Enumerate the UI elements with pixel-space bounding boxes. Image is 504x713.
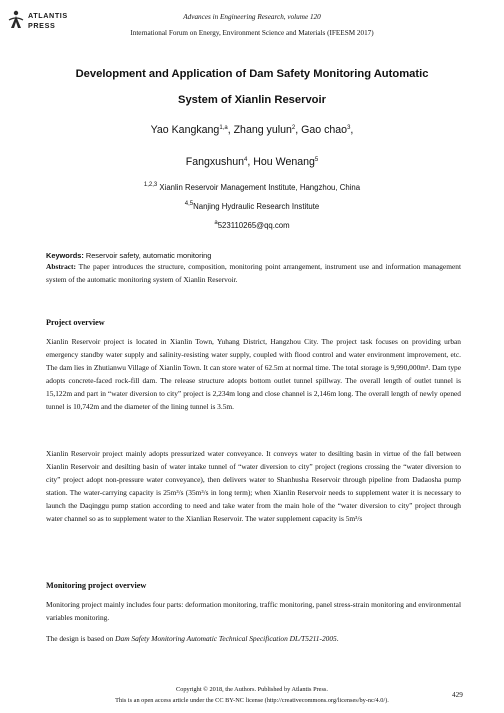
paragraph-4-lead: The design is based on [46,634,116,643]
email-address[interactable]: 523110265@qq.com [217,221,290,230]
author-affiliation-mark: 3 [347,125,351,131]
author-affiliation-mark: 1,a [219,125,228,131]
paragraph-3: Monitoring project mainly includes four parts: deformation monitoring, traffic monitoring, panel stress-strain monitoring and environmental variables monitoring. [46,600,461,622]
license-notice: This is an open access article under the CC BY-NC license (http://creativecommons.org/licenses/by-nc/4.0/). [115,697,389,704]
paragraph-2: Xianlin Reservoir project mainly adopts pressurized water conveyance. It conveys water to desilting basin in virtue of the fall between Xianlin Reservoir and desilting basin of water intake tunnel of “water diversion to city” project (regions crossing the “water diversion to city” project adopt non-pressure water conveyance), then delivers water to Shanhusha Reservoir through pipeline from Dadaosha pump station. The water-carrying capacity is 25m³/s (35m³/s in long term); when Xianlin Reservoir needs to supplement water it is necessary to launch the Daqinggu pump station according to need and take water from the main hole of the “water diversion to city” project through water channel so as to supplement water to the Xianlian Reservoir. The water supplement capacity is 5m³/s [46,449,461,523]
abstract [46,260,461,286]
section-heading-project-overview: Project overview [46,318,105,327]
email-mark: a [214,220,218,226]
author-separator: , [295,124,302,136]
affiliation-mark: 4,5 [184,201,194,207]
affiliation-text: Nanjing Hydraulic Research Institute [193,202,320,211]
affiliation-mark: 1,2,3 [143,182,158,188]
author-name: Yao Kangkang [150,124,220,136]
authors-line1 [0,124,504,136]
section-heading-monitoring-overview: Monitoring project overview [46,581,147,590]
page-number: 429 [452,691,463,699]
paper-title-line2: System of Xianlin Reservoir [178,94,326,106]
author-separator: , [247,156,254,168]
author-affiliation-mark: 2 [291,125,296,131]
abstract-label: Abstract: [46,262,76,271]
author-name: Zhang yulun [233,124,292,136]
paragraph-1: Xianlin Reservoir project is located in Xianlin Town, Yuhang District, Hangzhou City. The project task focuses on providing urban emergency standby water supply and salinity-resisting water supply, coupled with flood control and water environment improvement, etc. The dam lies in Zhutianwu Village of Xianlin Town. It can store water of 62.5m at normal time. The total storage is 9,990,000m³. Dam type adopts concrete-faced rock-fill dam. The release structure adopts bottom outlet tunnel spillway. The overall length of outlet tunnel is 15,122m and part in “water diversion to city” project is 2,234m long and close channel is 2,146m long. The overall length of newly opened tunnel is 10,742m and the diameter of the lining tunnel is 3.5m. [46,337,461,411]
affiliation-1 [0,182,504,192]
author-name: Hou Wenang [253,156,315,168]
affiliation-text: Xianlin Reservoir Management Institute, Hangzhou, China [157,183,361,192]
journal-name: Advances in Engineering Research, volume 120 [183,13,321,21]
authors-line2 [0,156,504,168]
keywords-text: Reservoir safety, automatic monitoring [83,251,212,260]
logo-text-line2: PRESS [28,21,56,30]
author-name: Fangxushun [185,156,245,168]
author-separator: , [227,124,234,136]
author-affiliation-mark: 4 [244,157,248,163]
affiliation-2 [0,201,504,211]
author-email [0,220,504,230]
paragraph-4 [46,632,461,645]
paper-title-line1: Development and Application of Dam Safety Monitoring Automatic [75,68,429,80]
paragraph-4-end: . [336,634,339,643]
copyright-notice: Copyright © 2018, the Authors. Published by Atlantis Press. [176,686,328,693]
logo-text-line1: ATLANTIS [28,11,68,20]
abstract-text: The paper introduces the structure, composition, monitoring point arrangement, instrument use and information management system of the automatic monitoring system of Xianlin Reservoir. [46,262,461,284]
author-affiliation-mark: 5 [314,157,319,163]
author-name: Gao chao [301,124,348,136]
specification-title: Dam Safety Monitoring Automatic Technical Specification DL/T5211-2005 [115,634,337,643]
author-separator: , [350,124,354,136]
keywords-label: Keywords: [46,251,84,260]
conference-name: International Forum on Energy, Environment Science and Materials (IFEESM 2017) [130,29,374,37]
